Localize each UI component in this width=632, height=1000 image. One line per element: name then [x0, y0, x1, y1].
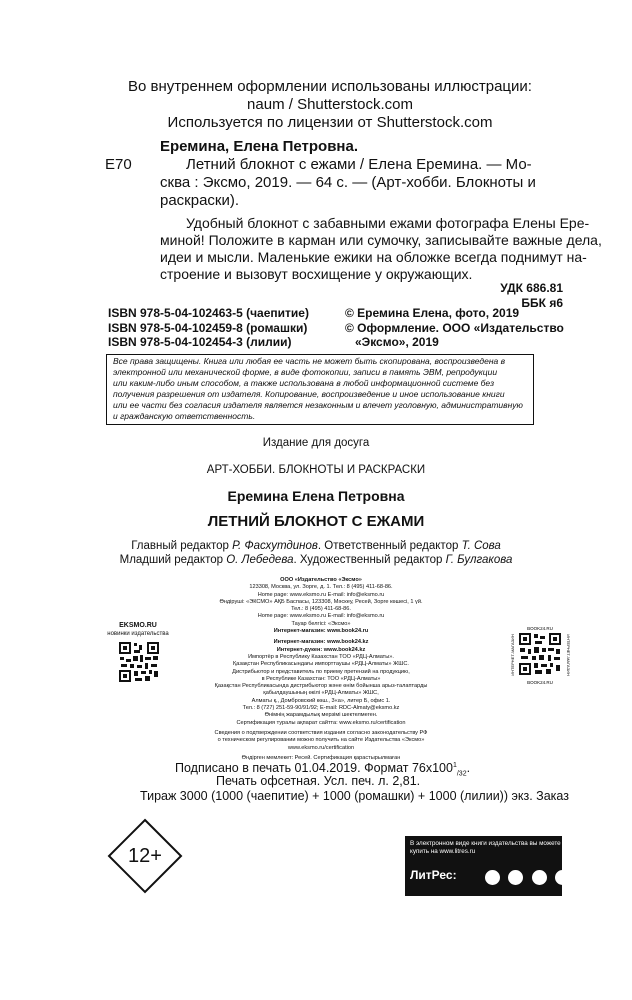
- annotation-line4: строение и вызовут восхищение у окружающих.: [160, 266, 473, 282]
- windows-phone-icon: [532, 870, 547, 885]
- eksmo-qr-code[interactable]: [118, 641, 160, 683]
- print-run-line: Тираж 3000 (1000 (чаепитие) + 1000 (ромашки) + 1000 (лилии)) экз. Заказ: [140, 789, 569, 803]
- editor-label: Младший редактор: [119, 554, 224, 566]
- copyright-line: © Еремина Елена, фото, 2019: [345, 306, 520, 320]
- print-signed-text: Подписано в печать 01.04.2019. Формат 76х100: [175, 761, 453, 776]
- isbn-line: ISBN 978-5-04-102454-3 (лилии): [108, 335, 292, 349]
- illustration-credit-line2: naum / Shutterstock.com: [247, 96, 413, 113]
- publisher-block: [205, 577, 437, 762]
- publisher-line: Сведения о подтверждении соответствия издания согласно законодательству РФ: [214, 729, 428, 736]
- annotation-line3: идеи и мысли. Маленькие ежики на обложке всегда поднимут на-: [160, 249, 587, 265]
- eksmo-qr-block: [104, 621, 172, 639]
- publisher-line: Тел.: 8 (495) 411-68-86.: [291, 606, 351, 613]
- isbn-line: ISBN 978-5-04-102463-5 (чаепитие): [108, 306, 309, 320]
- editors-line2: [0, 553, 632, 568]
- illustration-credit-line1: Во внутреннем оформлении использованы иллюстрации:: [128, 78, 532, 95]
- format-sub: /32: [456, 770, 467, 778]
- rights-line: или ее части без согласия издателя является незаконным и влечет уголовную, административную: [113, 400, 523, 410]
- publisher-line: Дистрибьютор и представитель по приему претензий на продукцию,: [232, 668, 410, 675]
- publisher-line: Интернет-магазин: www.book24.kz: [273, 639, 369, 646]
- catalog-code: Е70: [105, 156, 132, 173]
- book24-side-label: ИНТЕРНЕТ-МАГАЗИН: [510, 634, 515, 676]
- publisher-line: Алматы қ., Домбровский көш., 3«а», литер Б, офис 1.: [251, 697, 391, 704]
- editor-label: . Ответственный редактор: [317, 540, 459, 552]
- litres-banner[interactable]: [405, 836, 562, 896]
- litres-line: В электронном виде книги издательства вы можете: [410, 840, 561, 847]
- editor-label: . Художественный редактор: [293, 554, 443, 566]
- editor-name: О. Лебедева: [226, 554, 294, 566]
- publisher-line: Импортёр в Республику Казахстан ТОО «РДЦ-Алматы».: [248, 653, 394, 660]
- editor-label: Главный редактор: [131, 540, 229, 552]
- rights-line: получения разрешения от издателя. Копирование, воспроизведение и иное использование книги: [113, 389, 505, 399]
- annotation-line2: миной! Положите в карман или сумочку, записывайте важные дела,: [160, 232, 602, 248]
- litres-text: [405, 836, 562, 856]
- age-rating: [107, 818, 183, 894]
- editor-name: Т. Сова: [461, 540, 501, 552]
- publisher-line: Өндірген мемлекет: Ресей. Сертификация қарастырылмаған: [241, 754, 401, 761]
- edition-author: Еремина Елена Петровна: [227, 488, 405, 504]
- editor-name: Р. Фасхутдинов: [232, 540, 318, 552]
- publisher-line: о техническом регулировании можно получить на сайте Издательства «Эксмо»: [217, 737, 425, 744]
- publisher-line: 123308, Москва, ул. Зорге, д. 1. Тел.: 8 (495) 411-68-86.: [249, 584, 393, 591]
- copyright-line: «Эксмо», 2019: [355, 335, 439, 349]
- illustration-credit-line3: Используется по лицензии от Shutterstock.com: [167, 114, 493, 131]
- catalog-title-line2: сква : Эксмо, 2019. — 64 с. — (Арт-хобби. Блокноты и: [160, 174, 536, 191]
- bbk-code: ББК я6: [521, 296, 563, 310]
- publisher-line: Тел.: 8 (727) 251-59-90/91/92; E-mail: RDC-Almaty@eksmo.kz: [242, 705, 400, 712]
- print-type-line: Печать офсетная. Усл. печ. л. 2,81.: [216, 774, 421, 788]
- publisher-line: Интернет-магазин: www.book24.ru: [273, 628, 369, 635]
- litres-line: купить на www.litres.ru: [410, 848, 476, 855]
- edition-type: Издание для досуга: [262, 437, 370, 449]
- litres-logo: ЛитРес:: [410, 868, 457, 882]
- rights-line: или каким-либо иным способом, а также использована в любой информационной системе без: [113, 378, 495, 388]
- rights-line: и гражданскую ответственность.: [113, 411, 256, 421]
- windows-icon: [555, 870, 570, 885]
- eksmo-sublabel: новинки издательства: [107, 631, 169, 637]
- book24-side-label: ИНТЕРНЕТ-МАГАЗИН: [566, 634, 571, 676]
- eksmo-label: EKSMO.RU: [119, 622, 157, 629]
- publisher-line: Home page: www.eksmo.ru E-mail: info@eksmo.ru: [257, 591, 385, 598]
- editors-line1: [0, 539, 632, 554]
- edition-title: ЛЕТНИЙ БЛОКНОТ С ЕЖАМИ: [207, 513, 425, 530]
- edition-series: АРТ-ХОББИ. БЛОКНОТЫ И РАСКРАСКИ: [206, 464, 426, 476]
- publisher-line: Home page: www.eksmo.ru E-mail: info@eksmo.ru: [257, 613, 385, 620]
- book24-side-label: BOOK24.RU: [527, 626, 553, 631]
- age-rating-label: 12+: [128, 845, 162, 867]
- publisher-line: Сертификация туралы ақпарат сайтта: www.eksmo.ru/certification: [236, 719, 406, 726]
- publisher-line: Өндіруші: «ЭКСМО» АҚБ Баспасы, 123308, Мәскеу, Ресей, Зорге көшесі, 1 үй.: [219, 598, 423, 605]
- apple-icon: [485, 870, 500, 885]
- android-icon: [508, 870, 523, 885]
- book24-side-label: BOOK24.RU: [527, 680, 553, 685]
- publisher-line: қабылдаушының өкілі «РДЦ-Алматы» ЖШС,: [263, 690, 379, 697]
- print-signed-end: .: [466, 761, 471, 776]
- publisher-line: Қазақстан Республикасында дистрибьютор және өнім бойынша арыз-талаптарды: [214, 683, 428, 690]
- catalog-author: Еремина, Елена Петровна.: [160, 138, 359, 155]
- catalog-title-line1: Летний блокнот с ежами / Елена Еремина. — Мо-: [186, 156, 532, 173]
- annotation-line1: Удобный блокнот с забавными ежами фотографа Елены Ере-: [186, 215, 590, 231]
- publisher-line: www.eksmo.ru/certification: [287, 744, 355, 751]
- catalog-title-line3: раскраски).: [160, 192, 240, 209]
- publisher-line: Өнімнің жарамдылық мерзімі шектелмеген.: [264, 712, 378, 719]
- format-sup: 1: [452, 762, 457, 769]
- publisher-line: в Республике Казахстан: ТОО «РДЦ-Алматы»: [261, 675, 381, 682]
- copyright-line: © Оформление. ООО «Издательство: [345, 320, 564, 335]
- publisher-line: Интернет-дүкен: www.book24.kz: [276, 646, 366, 653]
- isbn-line: ISBN 978-5-04-102459-8 (ромашки): [108, 320, 308, 335]
- publisher-line: Тауар белгісі: «Эксмо»: [291, 620, 351, 627]
- rights-line: Все права защищены. Книга или любая ее часть не может быть скопирована, воспроизведена в: [113, 356, 506, 366]
- udk-code: УДК 686.81: [500, 281, 563, 295]
- publisher-line: Қазақстан Республикасындағы импорттаушы «РДЦ-Алматы» ЖШС.: [233, 661, 409, 668]
- editor-name: Г. Булгакова: [445, 554, 513, 566]
- rights-line: электронной или механической форме, в виде фотокопии, записи в память ЭВМ, репродукции: [113, 367, 498, 377]
- rights-notice-box: [106, 354, 534, 425]
- litres-platform-icons: [481, 869, 570, 887]
- publisher-line: ООО «Издательство «Эксмо»: [280, 577, 362, 583]
- book24-qr-block[interactable]: [510, 625, 570, 685]
